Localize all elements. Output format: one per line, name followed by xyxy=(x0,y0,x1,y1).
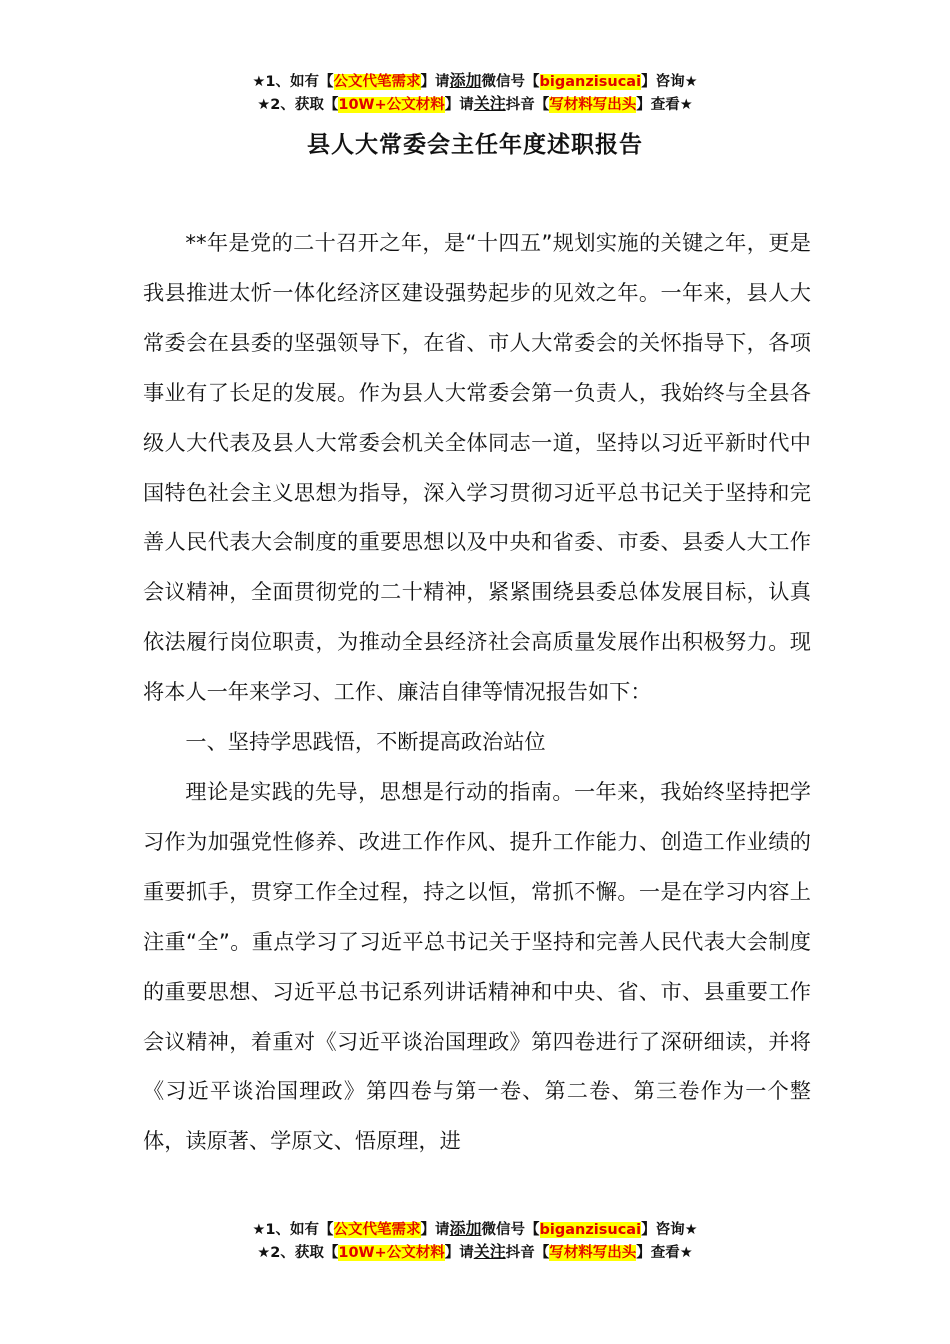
document-body xyxy=(143,218,811,1166)
body-paragraph: 理论是实践的先导，思想是行动的指南。一年来，我始终坚持把学习作为加强党性修养、改进工作作风、提升工作能力、创造工作业绩的重要抓手，贯穿工作全过程，持之以恒，常抓不懈。一是在学习内容上注重“全”。重点学习了习近平总书记关于坚持和完善人民代表大会制度的重要思想、习近平总书记系列讲话精神和中央、省、市、县重要工作会议精神，着重对《习近平谈治国理政》第四卷进行了深研细读，并将《习近平谈治国理政》第四卷与第一卷、第二卷、第三卷作为一个整体，读原著、学原文、悟原理，进 xyxy=(143,778,811,1154)
notice-line-2: ★2、获取【10W+公文材料】请关注抖音【写材料写出头】查看★ xyxy=(257,94,693,113)
highlighted-text: 公文代笔需求 xyxy=(333,1222,421,1238)
douyin-account: 写材料写出头 xyxy=(549,97,637,113)
highlighted-text: 10W+公文材料 xyxy=(338,1245,445,1261)
douyin-account: 写材料写出头 xyxy=(549,1245,637,1261)
notice-line-1: ★1、如有【公文代笔需求】请添加微信号【biganzisucai】咨询★ xyxy=(252,71,698,90)
footer-notice xyxy=(0,1218,950,1264)
star-icon: ★ xyxy=(252,74,266,90)
document-title: 县人大常委会主任年度述职报告 xyxy=(307,132,643,158)
wechat-id: biganzisucai xyxy=(539,1222,642,1238)
section-heading: 一、坚持学思践悟，不断提高政治站位 xyxy=(185,729,546,755)
notice-line-2: ★2、获取【10W+公文材料】请关注抖音【写材料写出头】查看★ xyxy=(257,1242,693,1261)
wechat-id: biganzisucai xyxy=(539,74,642,90)
highlighted-text: 公文代笔需求 xyxy=(333,74,421,90)
body-paragraph: **年是党的二十召开之年，是“十四五”规划实施的关键之年，更是我县推进太忻一体化经济区建设强势起步的见效之年。一年来，县人大常委会在县委的坚强领导下，在省、市人大常委会的关怀指导下，各项事业有了长足的发展。作为县人大常委会第一负责人，我始终与全县各级人大代表及县人大常委会机关全体同志一道，坚持以习近平新时代中国特色社会主义思想为指导，深入学习贯彻习近平总书记关于坚持和完善人民代表大会制度的重要思想以及中央和省委、市委、县委人大工作会议精神，全面贯彻党的二十精神，紧紧围绕县委总体发展目标，认真依法履行岗位职责，为推动全县经济社会高质量发展作出积极努力。现将本人一年来学习、工作、廉洁自律等情况报告如下： xyxy=(143,230,811,705)
highlighted-text: 10W+公文材料 xyxy=(338,97,445,113)
star-icon: ★ xyxy=(257,97,271,113)
star-icon: ★ xyxy=(257,1245,271,1261)
header-notice xyxy=(0,70,950,116)
notice-line-1: ★1、如有【公文代笔需求】请添加微信号【biganzisucai】咨询★ xyxy=(252,1219,698,1238)
star-icon: ★ xyxy=(252,1222,266,1238)
